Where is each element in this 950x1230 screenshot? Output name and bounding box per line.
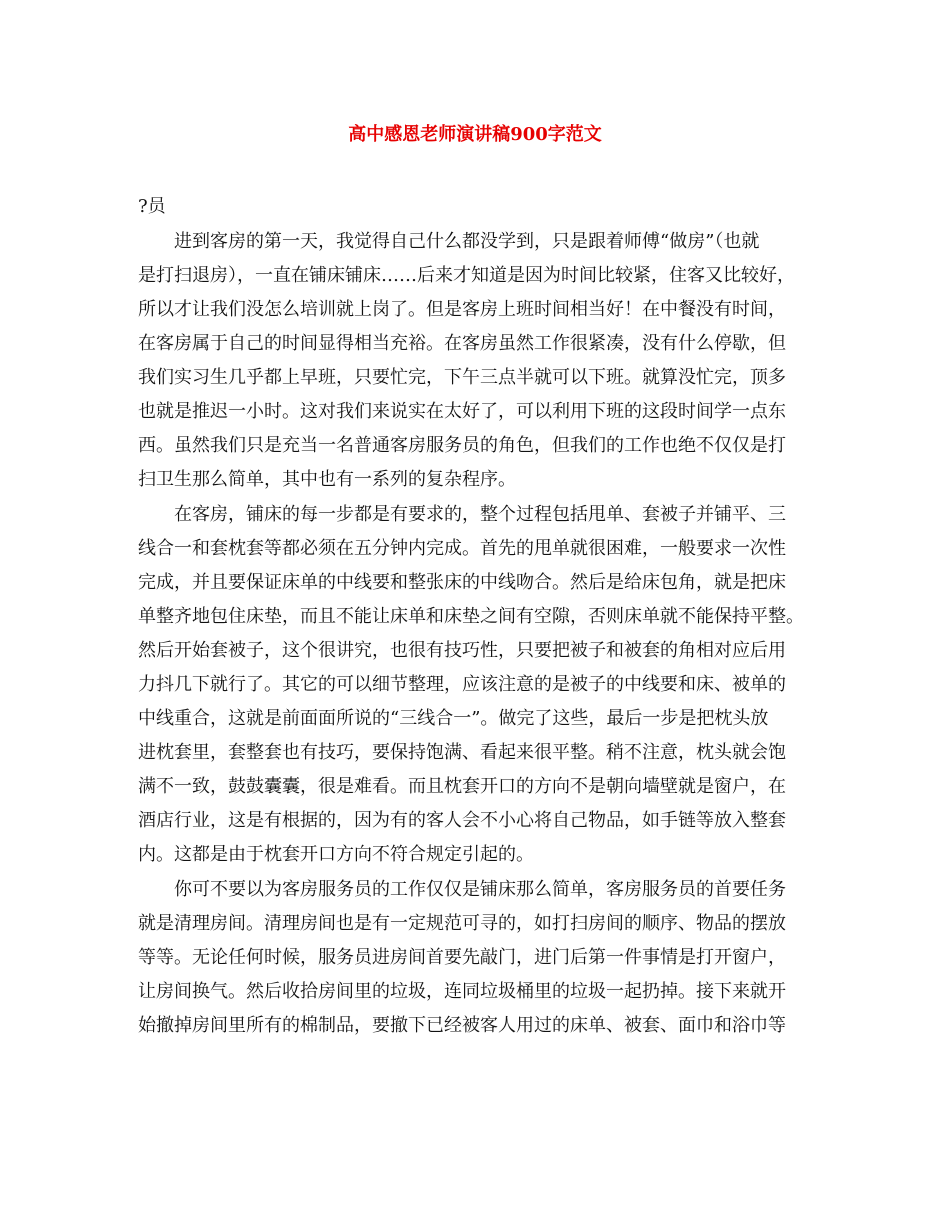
text-line: 是打扫退房），一直在铺床铺床……后来才知道是因为时间比较紧，住客又比较好， [138,265,795,286]
text-line: 线合一和套枕套等都必须在五分钟内完成。首先的甩单就很困难，一般要求一次性 [138,538,786,559]
text-line: 你可不要以为客房服务员的工作仅仅是铺床那么简单，客房服务员的首要任务 [174,879,786,900]
text-line: ?员 [138,196,166,217]
text-line: 进枕套里，套整套也有技巧，要保持饱满、看起来很平整。稍不注意，枕头就会饱 [138,742,786,763]
text-line: 就是清理房间。清理房间也是有一定规范可寻的，如打扫房间的顺序、物品的摆放 [138,913,786,934]
text-line: 在客房，铺床的每一步都是有要求的，整个过程包括甩单、套被子并铺平、三 [174,504,786,525]
text-line: 我们实习生几乎都上早班，只要忙完，下午三点半就可以下班。就算没忙完，顶多 [138,367,786,388]
text-line: 在客房属于自己的时间显得相当充裕。在客房虽然工作很紧凑，没有什么停歇，但 [138,333,786,354]
text-line: 内。这都是由于枕套开口方向不符合规定引起的。 [138,844,534,865]
text-line: 力抖几下就行了。其它的可以细节整理，应该注意的是被子的中线要和床、被单的 [138,674,786,695]
text-line: 进到客房的第一天，我觉得自己什么都没学到，只是跟着师傅“做房”（也就 [174,231,760,252]
text-line: 然后开始套被子，这个很讲究，也很有技巧性，只要把被子和被套的角相对应后用 [138,640,786,661]
text-line: 单整齐地包住床垫，而且不能让床单和床垫之间有空隙，否则床单就不能保持平整。 [138,606,804,627]
document-title: 高中感恩老师演讲稿900字范文 [348,124,602,145]
text-line: 满不一致，鼓鼓囊囊，很是难看。而且枕套开口的方向不是朝向墙壁就是窗户，在 [138,776,786,797]
text-line: 酒店行业，这是有根据的，因为有的客人会不小心将自己物品，如手链等放入整套 [138,810,786,831]
text-line: 让房间换气。然后收拾房间里的垃圾，连同垃圾桶里的垃圾一起扔掉。接下来就开 [138,981,786,1002]
text-line: 也就是推迟一小时。这对我们来说实在太好了，可以利用下班的这段时间学一点东 [138,401,786,422]
text-line: 中线重合，这就是前面面所说的“三线合一”。做完了这些，最后一步是把枕头放 [138,708,769,729]
text-line: 西。虽然我们只是充当一名普通客房服务员的角色，但我们的工作也绝不仅仅是打 [138,435,786,456]
text-line: 始撤掉房间里所有的棉制品，要撤下已经被客人用过的床单、被套、面巾和浴巾等 [138,1015,786,1036]
text-line: 完成，并且要保证床单的中线要和整张床的中线吻合。然后是给床包角，就是把床 [138,572,786,593]
text-line: 扫卫生那么简单，其中也有一系列的复杂程序。 [138,469,516,490]
text-line: 所以才让我们没怎么培训就上岗了。但是客房上班时间相当好！在中餐没有时间， [138,299,786,320]
text-line: 等等。无论任何时候，服务员进房间首要先敲门，进门后第一件事情是打开窗户， [138,947,786,968]
